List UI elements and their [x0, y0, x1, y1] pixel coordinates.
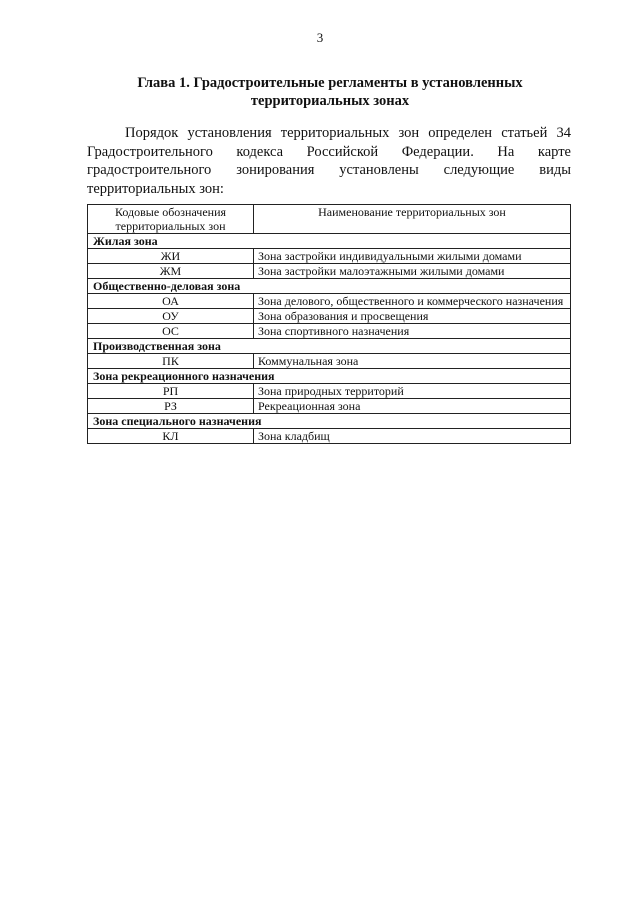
- group-title-residential: Жилая зона: [88, 234, 571, 249]
- group-row: [88, 279, 571, 294]
- zone-code: ЖМ: [88, 264, 254, 279]
- zones-table: [87, 204, 571, 444]
- zone-name: Рекреационная зона: [254, 399, 571, 414]
- header-code-line-1: Кодовые обозначения: [114, 205, 227, 219]
- table-row: [88, 294, 571, 309]
- zone-name: Зона застройки индивидуальными жилыми домами: [254, 249, 571, 264]
- zone-code: ЖИ: [88, 249, 254, 264]
- zone-code: РП: [88, 384, 254, 399]
- table-header-row: [88, 205, 571, 234]
- group-title-recreational: Зона рекреационного назначения: [88, 369, 571, 384]
- page-number: 3: [316, 30, 324, 45]
- zone-code: ПК: [88, 354, 254, 369]
- table-row: [88, 384, 571, 399]
- zone-code: ОС: [88, 324, 254, 339]
- zone-name: Зона природных территорий: [254, 384, 571, 399]
- table-row: [88, 309, 571, 324]
- header-code-line-2: территориальных зон: [115, 219, 226, 233]
- group-title-business: Общественно-деловая зона: [88, 279, 571, 294]
- chapter-title-line-1: Глава 1. Градостроительные регламенты в установленных: [137, 75, 523, 91]
- table-row: [88, 399, 571, 414]
- group-row: [88, 339, 571, 354]
- zone-name: Коммунальная зона: [254, 354, 571, 369]
- zone-code: ОА: [88, 294, 254, 309]
- group-row: [88, 369, 571, 384]
- chapter-title: [100, 74, 560, 110]
- zones-table-body: [88, 234, 571, 444]
- group-title-special: Зона специального назначения: [88, 414, 571, 429]
- header-code-cell: [88, 205, 254, 234]
- group-row: [88, 234, 571, 249]
- table-row: [88, 264, 571, 279]
- zone-name: Зона застройки малоэтажными жилыми домами: [254, 264, 571, 279]
- chapter-title-line-2: территориальных зонах: [250, 93, 410, 109]
- zone-code: КЛ: [88, 429, 254, 444]
- group-row: [88, 414, 571, 429]
- zone-name: Зона образования и просвещения: [254, 309, 571, 324]
- table-row: [88, 429, 571, 444]
- intro-paragraph: Порядок установления территориальных зон определен статьей 34 Градостроительного кодекса Российской Федерации. На карте градостроительного зонирования установлены следующие виды территориальных зон:: [87, 125, 571, 197]
- zone-code: РЗ: [88, 399, 254, 414]
- table-row: [88, 249, 571, 264]
- zone-code: ОУ: [88, 309, 254, 324]
- group-title-industrial: Производственная зона: [88, 339, 571, 354]
- table-row: [88, 354, 571, 369]
- header-name-cell: Наименование территориальных зон: [254, 205, 571, 234]
- zone-name: Зона кладбищ: [254, 429, 571, 444]
- zone-name: Зона делового, общественного и коммерческого назначения: [254, 294, 571, 309]
- zone-name: Зона спортивного назначения: [254, 324, 571, 339]
- table-row: [88, 324, 571, 339]
